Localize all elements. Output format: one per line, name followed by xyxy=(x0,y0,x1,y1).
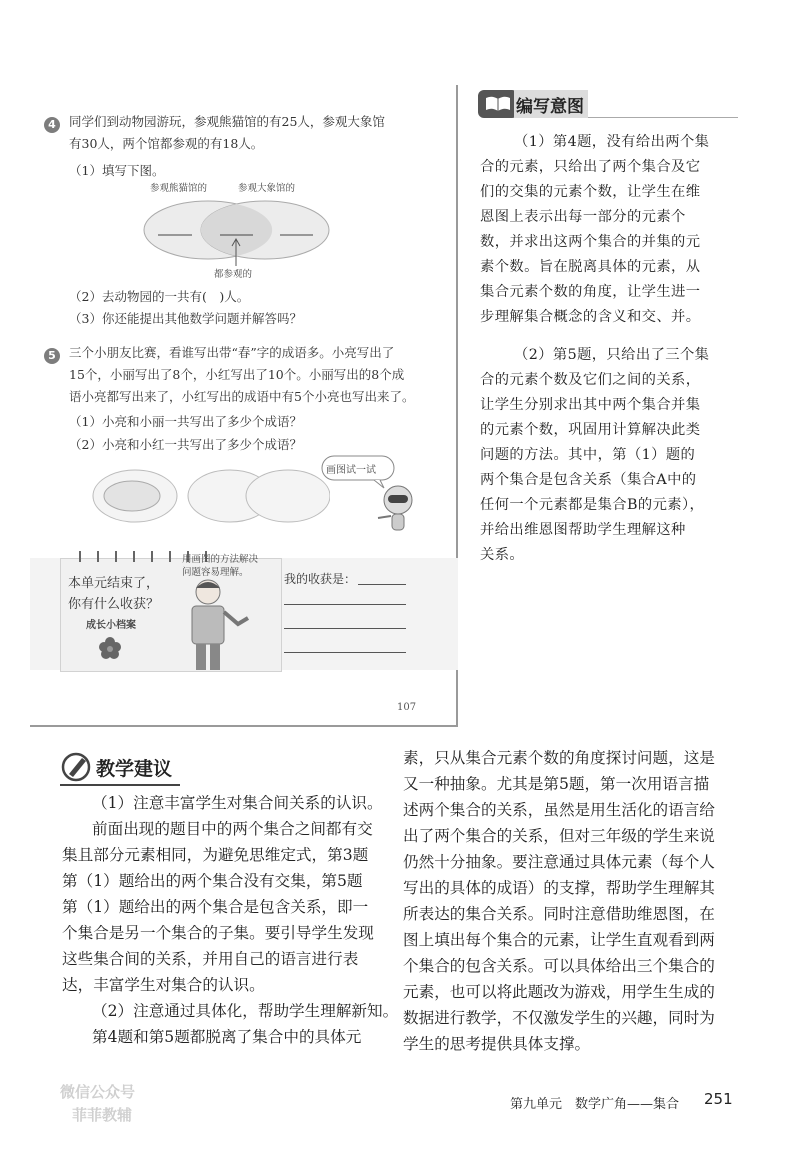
teaching-right-line-11: 数据进行教学，不仅激发学生的兴趣，同时为 xyxy=(403,1009,715,1027)
footer-chapter: 第九单元 数学广角——集合 xyxy=(510,1097,680,1112)
q5-sub-2: （2）小亮和小红一共写出了多少个成语？ xyxy=(69,437,302,452)
venn-label-panda: 参观熊猫馆的 xyxy=(150,183,208,194)
teaching-right-line-12: 学生的思考提供具体支撑。 xyxy=(403,1035,591,1053)
teaching-left-line-7: 这些集合间的关系，并用自己的语言进行表 xyxy=(62,950,359,968)
teaching-right-line-9: 个集合的包含关系。可以具体给出三个集合的 xyxy=(403,957,715,975)
design-intent-rule xyxy=(588,117,738,118)
teaching-right-line-10: 元素，也可以将此题改为游戏，用学生生成的 xyxy=(403,983,715,1001)
teaching-left-line-5: 第（1）题给出的两个集合是包含关系，即一 xyxy=(62,898,369,916)
design-para-2-line-1: （2）第5题，只给出了三个集 xyxy=(514,347,710,363)
boy-figure-icon xyxy=(178,578,256,676)
design-para-2-line-9: 关系。 xyxy=(480,547,525,563)
q4-line-1: 同学们到动物园游玩，参观熊猫馆的有25人，参观大象馆 xyxy=(69,114,385,129)
design-para-1-line-6: 素个数。旨在脱离具体的元素，从 xyxy=(480,259,701,275)
teaching-right-line-8: 图上填出每个集合的元素，让学生直观看到两 xyxy=(403,931,715,949)
design-para-1-line-8: 步理解集合概念的含义和交、并。 xyxy=(480,309,701,325)
q4-sub-1: （1）填写下图。 xyxy=(69,163,165,178)
gains-label: 我的收获是： xyxy=(284,572,357,586)
design-para-1-line-1: （1）第4题，没有给出两个集 xyxy=(514,134,710,150)
teaching-left-line-3: 集且部分元素相同，为避免思维定式，第3题 xyxy=(62,846,369,864)
teaching-left-line-8: 达，丰富学生对集合的认识。 xyxy=(62,976,265,994)
question-4-number: 4 xyxy=(44,117,60,133)
notebook-line-3: 成长小档案 xyxy=(86,620,136,631)
teaching-left-line-6: 个集合是另一个集合的子集。要引导学生发现 xyxy=(62,924,374,942)
design-para-2-line-4: 的元素个数，巩固用计算解决此类 xyxy=(480,422,701,438)
q5-line-2: 15个，小丽写出了8个，小红写出了10个。小丽写出的8个成 xyxy=(69,367,405,382)
teaching-right-line-5: 仍然十分抽象。要注意通过具体元素（每个人 xyxy=(403,853,715,871)
gains-line-1 xyxy=(284,604,406,605)
gains-line-0 xyxy=(358,584,406,585)
teaching-left-line-4: 第（1）题给出的两个集合没有交集，第5题 xyxy=(62,872,363,890)
design-para-1-line-5: 数，并求出这两个集合的并集的元 xyxy=(480,234,701,250)
design-para-1-line-3: 们的交集的元素个数，让学生在维 xyxy=(480,184,701,200)
design-para-2-line-6: 两个集合是包含关系（集合A中的 xyxy=(480,472,697,488)
design-para-2-line-3: 让学生分别求出其中两个集合并集 xyxy=(480,397,701,413)
watermark-line-2: 菲菲教辅 xyxy=(72,1106,133,1124)
teaching-right-line-4: 出了两个集合的关系，但对三年级的学生来说 xyxy=(403,827,715,845)
design-para-1-line-2: 合的元素，只给出了两个集合及它 xyxy=(480,159,701,175)
venn-label-both: 都参观的 xyxy=(214,269,253,280)
boy-speech-2: 问题容易理解。 xyxy=(182,567,249,578)
venn-label-elephant: 参观大象馆的 xyxy=(238,183,296,194)
design-para-2-line-2: 合的元素个数及它们之间的关系， xyxy=(480,372,701,388)
boy-speech-1: 用画图的方法解决 xyxy=(182,554,259,565)
venn-a-inner xyxy=(104,481,160,511)
design-para-2-line-7: 任何一个元素都是集合B的元素）， xyxy=(480,497,705,513)
teaching-right-line-3: 述两个集合的关系，虽然是用生活化的语言给 xyxy=(403,801,715,819)
q5-sub-1: （1）小亮和小丽一共写出了多少个成语？ xyxy=(69,414,302,429)
q5-venn-diagrams xyxy=(90,466,330,528)
gains-line-2 xyxy=(284,628,406,629)
robot-bubble-text: 画图试一试 xyxy=(326,465,376,476)
teaching-right-line-6: 写出的具体的成语）的支撑，帮助学生理解其 xyxy=(403,879,715,897)
flower-icon xyxy=(98,636,122,660)
watermark-line-1: 微信公众号 xyxy=(60,1083,136,1101)
question-5-number: 5 xyxy=(44,348,60,364)
teaching-left-line-10: 第4题和第5题都脱离了集合中的具体元 xyxy=(92,1028,362,1046)
design-intent-title: 编写意图 xyxy=(516,97,584,117)
q4-line-2: 有30人，两个馆都参观的有18人。 xyxy=(69,136,264,151)
q4-sub-3: （3）你还能提出其他数学问题并解答吗？ xyxy=(69,311,302,326)
pencil-icon xyxy=(60,752,94,782)
notebook-line-1: 本单元结束了， xyxy=(68,576,160,591)
design-para-1-line-4: 恩图上表示出每一部分的元素个 xyxy=(480,209,686,225)
teaching-right-line-2: 又一种抽象。尤其是第5题，第一次用语言描 xyxy=(403,775,710,793)
teaching-left-line-1: （1）注意丰富学生对集合间关系的认识。 xyxy=(92,794,383,812)
teaching-title-rule xyxy=(60,784,180,786)
design-para-1-line-7: 集合元素个数的角度，让学生进一 xyxy=(480,284,701,300)
open-book-icon xyxy=(478,90,518,118)
teaching-left-line-2: 前面出现的题目中的两个集合之间都有交 xyxy=(92,820,373,838)
teaching-right-line-7: 所表达的集合关系。同时注意借助维恩图，在 xyxy=(403,905,715,923)
teaching-left-line-9: （2）注意通过具体化，帮助学生理解新知。 xyxy=(92,1002,399,1020)
textbook-page-number: 107 xyxy=(397,702,417,713)
design-para-2-line-5: 问题的方法。其中，第（1）题的 xyxy=(480,447,696,463)
gains-line-3 xyxy=(284,652,406,653)
q4-venn-diagram xyxy=(140,192,330,272)
q5-line-3: 语小亮都写出来了，小红写出的成语中有5个小亮也写出来了。 xyxy=(69,389,415,404)
teaching-right-line-1: 素，只从集合元素个数的角度探讨问题，这是 xyxy=(403,749,715,767)
footer-page-number: 251 xyxy=(704,1090,733,1108)
q5-line-1: 三个小朋友比赛，看谁写出带“春”字的成语多。小亮写出了 xyxy=(69,345,395,360)
notebook-line-2: 你有什么收获？ xyxy=(68,597,160,612)
teaching-title: 教学建议 xyxy=(96,758,173,780)
design-para-2-line-8: 并给出维恩图帮助学生理解这种 xyxy=(480,522,686,538)
q4-sub-2: （2）去动物园的一共有( )人。 xyxy=(69,289,250,304)
